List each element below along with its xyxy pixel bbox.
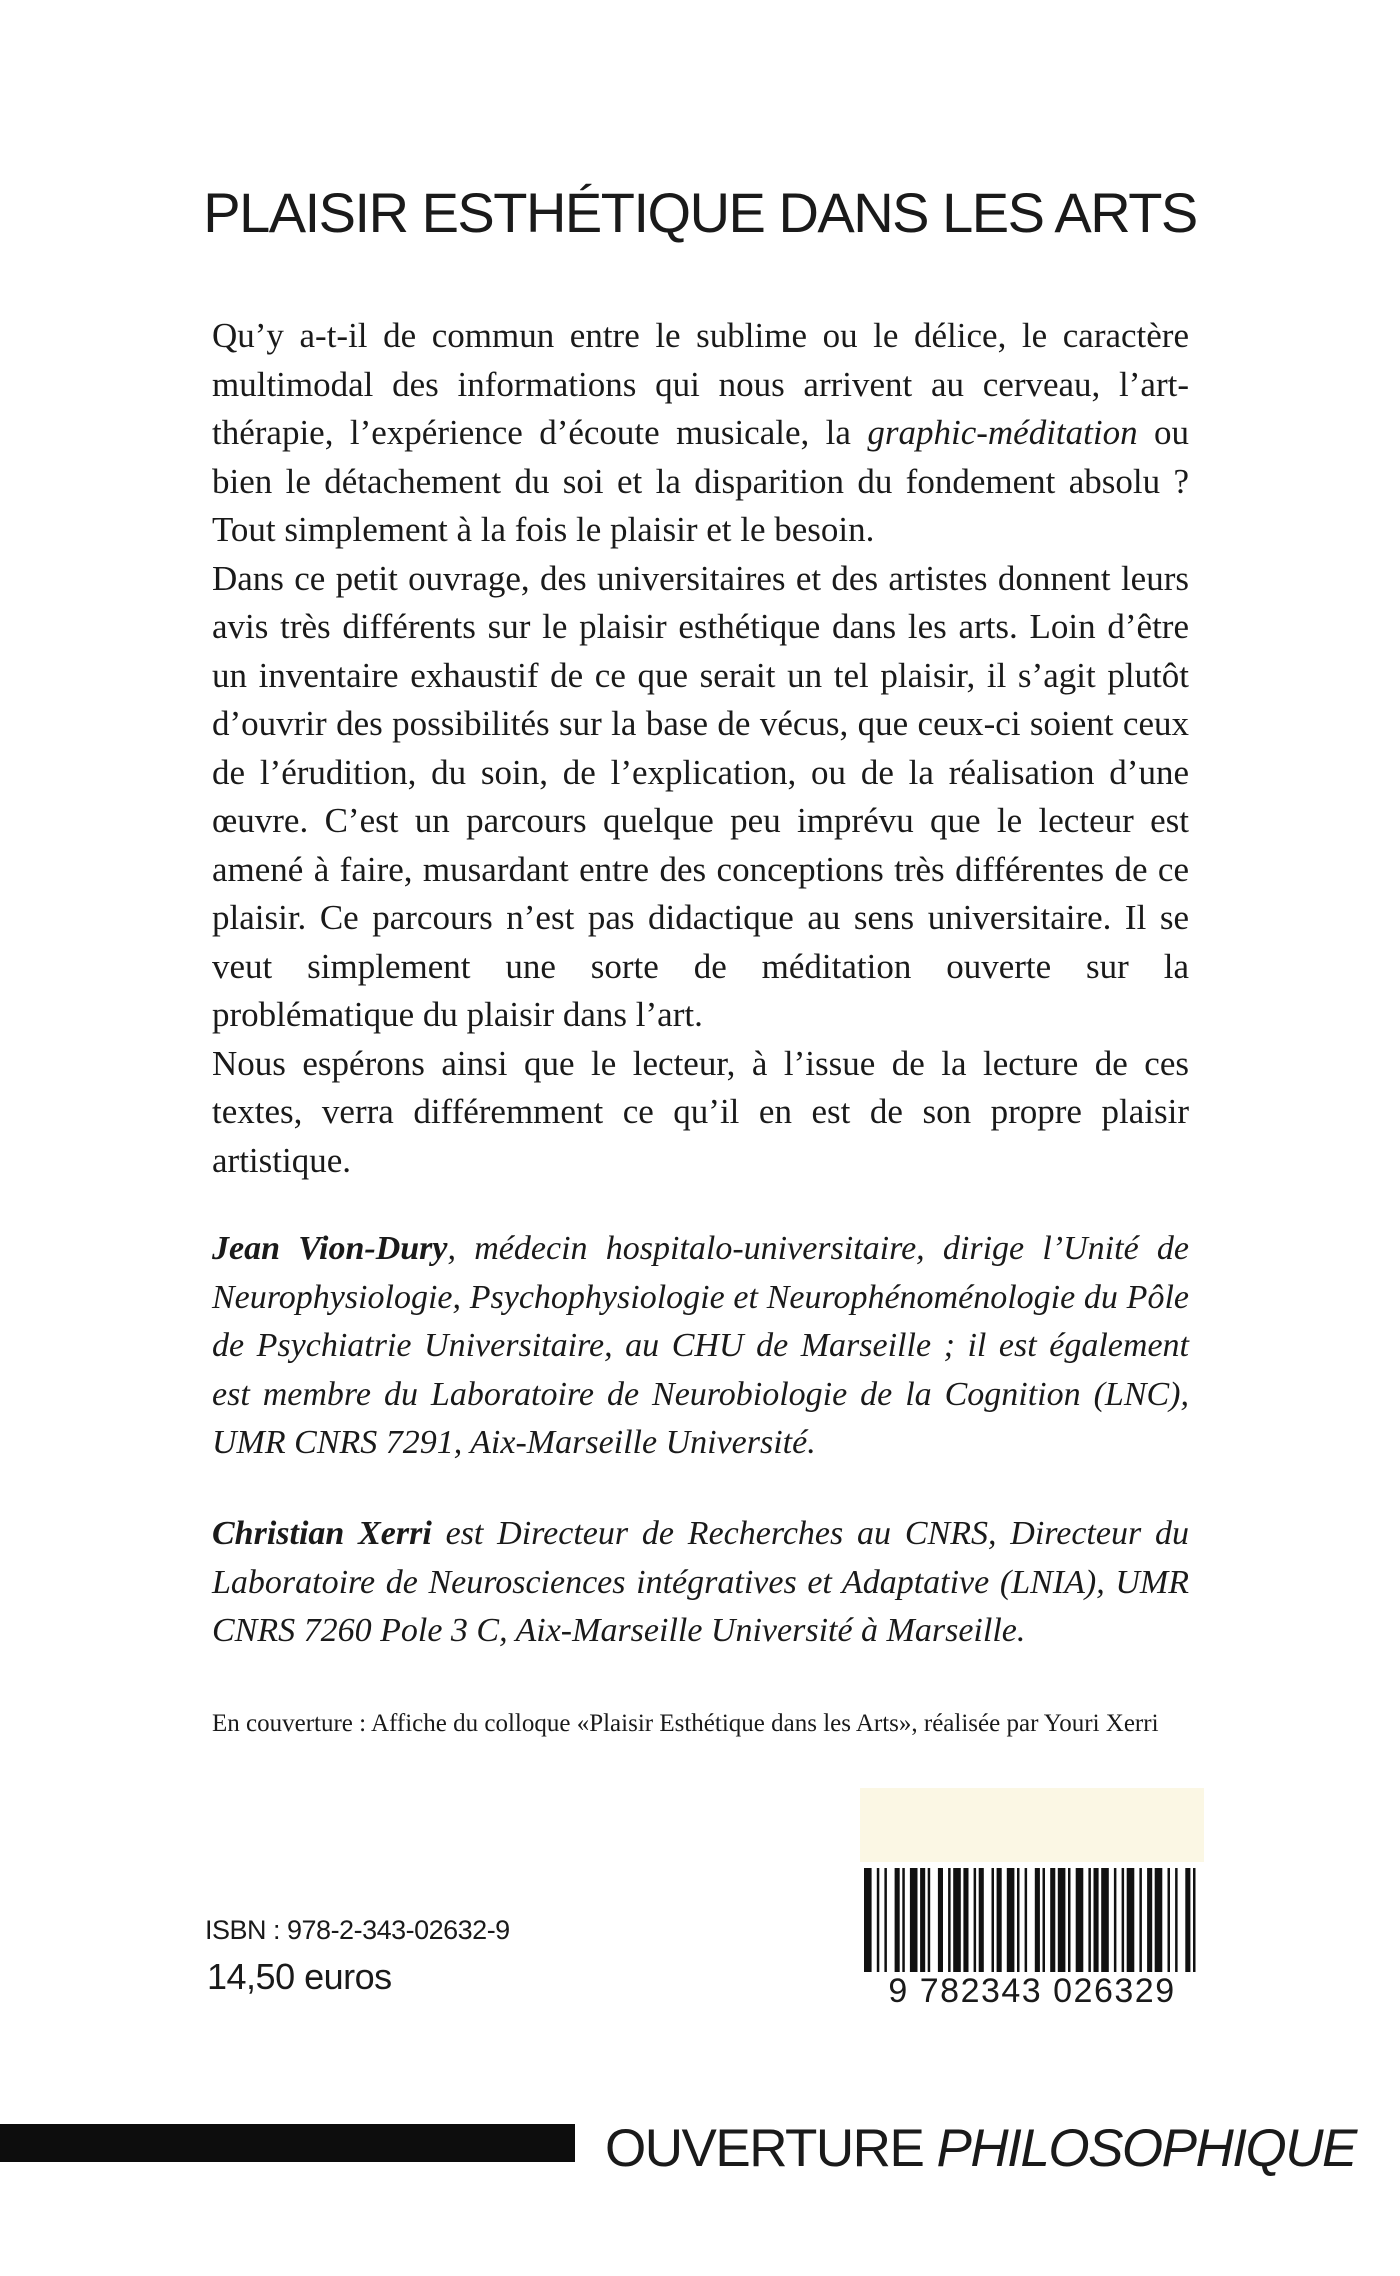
barcode-bar [1175, 1868, 1178, 1980]
barcode-bar [1050, 1868, 1055, 1980]
author-bio-text-1: , médecin hospitalo-universitaire, dirige l’Unité de Neurophysiologie, Psychophysiologie et Neurophénoménologie du Pôle de Psychiatrie Universitaire, au CHU de Marseille ; il est également est membre du Laboratoire de Neurobiologie de la Cognition (LNC), UMR CNRS 7291, Aix-Marseille Université. [212, 1230, 1189, 1461]
barcode-bar [1114, 1868, 1117, 1980]
barcode-bar [1101, 1868, 1109, 1980]
series-bar [0, 2124, 575, 2162]
barcode-bar [1193, 1868, 1196, 1980]
author-bio-text-2: est Directeur de Recherches au CNRS, Directeur du Laboratoire de Neurosciences intégratives et Adaptative (LNIA), UMR CNRS 7260 Pole 3 C, Aix-Marseille Université à Marseille. [212, 1515, 1190, 1649]
book-title: PLAISIR ESTHÉTIQUE DANS LES ARTS [203, 181, 1197, 244]
barcode-bar [1139, 1868, 1142, 1980]
barcode-bar [948, 1868, 951, 1980]
barcode-bar [1168, 1868, 1171, 1980]
barcode-bar [928, 1868, 931, 1980]
barcode-bar [938, 1868, 943, 1980]
barcode-bar [1185, 1868, 1190, 1980]
blurb-p1-start: Qu’y a-t-il de commun entre le sublime ou le délice, le caractère multimodal des informations qui nous arrivent au cerveau, l’art-thérapie, l’expérience d’écoute musicale, la [212, 316, 1189, 452]
blurb-paragraph-1 [212, 312, 1189, 555]
barcode-bar [1017, 1868, 1020, 1980]
barcode-bar [1035, 1868, 1040, 1980]
barcode-bar [1088, 1868, 1091, 1980]
isbn-label: ISBN : 978-2-343-02632-9 [205, 1915, 510, 1945]
series-name-part-2: PHILOSOPHIQUE [936, 2119, 1356, 2178]
barcode-bar [1007, 1868, 1015, 1980]
barcode-bar [992, 1868, 995, 1980]
barcode-bar [920, 1868, 925, 1980]
barcode-digits: 9 782343 026329 [860, 1972, 1204, 2011]
barcode-label-area [860, 1788, 1204, 1862]
barcode-bar [979, 1868, 984, 1980]
author-name-1: Jean Vion-Dury [212, 1230, 448, 1267]
barcode-bar [1058, 1868, 1066, 1980]
price-label: 14,50 euros [207, 1956, 392, 1997]
barcode-bar [902, 1868, 905, 1980]
author-bio-2 [212, 1510, 1189, 1656]
barcode-bar [884, 1868, 887, 1980]
barcode-bar [1094, 1868, 1099, 1980]
author-bio-1 [212, 1225, 1189, 1468]
barcode-bar [1043, 1868, 1046, 1980]
blurb-p1-end: ou bien le détachement du soi et la disparition du fondement absolu ? Tout simplement à la fois le plaisir et le besoin. [212, 413, 1190, 549]
blurb-paragraph-2: Dans ce petit ouvrage, des universitaires et des artistes donnent leurs avis très différents sur le plaisir esthétique dans les arts. Loin d’être un inventaire exhaustif de ce que serait un tel plaisir, il s’agit plutôt d’ouvrir des possibilités sur la base de vécus, que ceux-ci soient ceux de l’érudition, du soin, de l’explication, ou de la réalisation d’une œuvre. C’est un parcours quelque peu imprévu que le lecteur est amené à faire, musardant entre des conceptions très différentes de ce plaisir. Ce parcours n’est pas didactique au sens universitaire. Il se veut simplement une sorte de méditation ouverte sur la problématique du plaisir dans l’art. [212, 558, 1189, 1034]
barcode-bar [1068, 1868, 1071, 1980]
barcode-bar [864, 1868, 872, 1980]
barcode-bar [895, 1868, 900, 1980]
barcode-bar [953, 1868, 961, 1980]
series-name [605, 2118, 1356, 2179]
barcode-bar [1155, 1868, 1163, 1980]
back-cover-blurb [212, 312, 1189, 1185]
barcode-bar [1122, 1868, 1125, 1980]
barcode-bar [997, 1868, 1002, 1980]
blurb-p1-italic: graphic-méditation [867, 413, 1138, 452]
barcode-bar [1025, 1868, 1028, 1980]
barcode-icon [860, 1868, 1204, 1980]
barcode-bar [974, 1868, 977, 1980]
barcode-bar [1076, 1868, 1084, 1980]
blurb-paragraph-3: Nous espérons ainsi que le lecteur, à l’issue de la lecture de ces textes, verra différemment ce qu’il en est de son propre plaisir artistique. [212, 1043, 1189, 1180]
barcode [860, 1788, 1204, 2022]
cover-credit: En couverture : Affiche du colloque «Plaisir Esthétique dans les Arts», réalisée par Youri Xerri [212, 1710, 1159, 1737]
barcode-bar [877, 1868, 880, 1980]
barcode-bar [963, 1868, 968, 1980]
barcode-bar [1127, 1868, 1135, 1980]
series-name-part-1: OUVERTURE [605, 2119, 937, 2178]
barcode-bar [910, 1868, 918, 1980]
author-name-2: Christian Xerri [212, 1515, 432, 1552]
barcode-bar [1147, 1868, 1152, 1980]
